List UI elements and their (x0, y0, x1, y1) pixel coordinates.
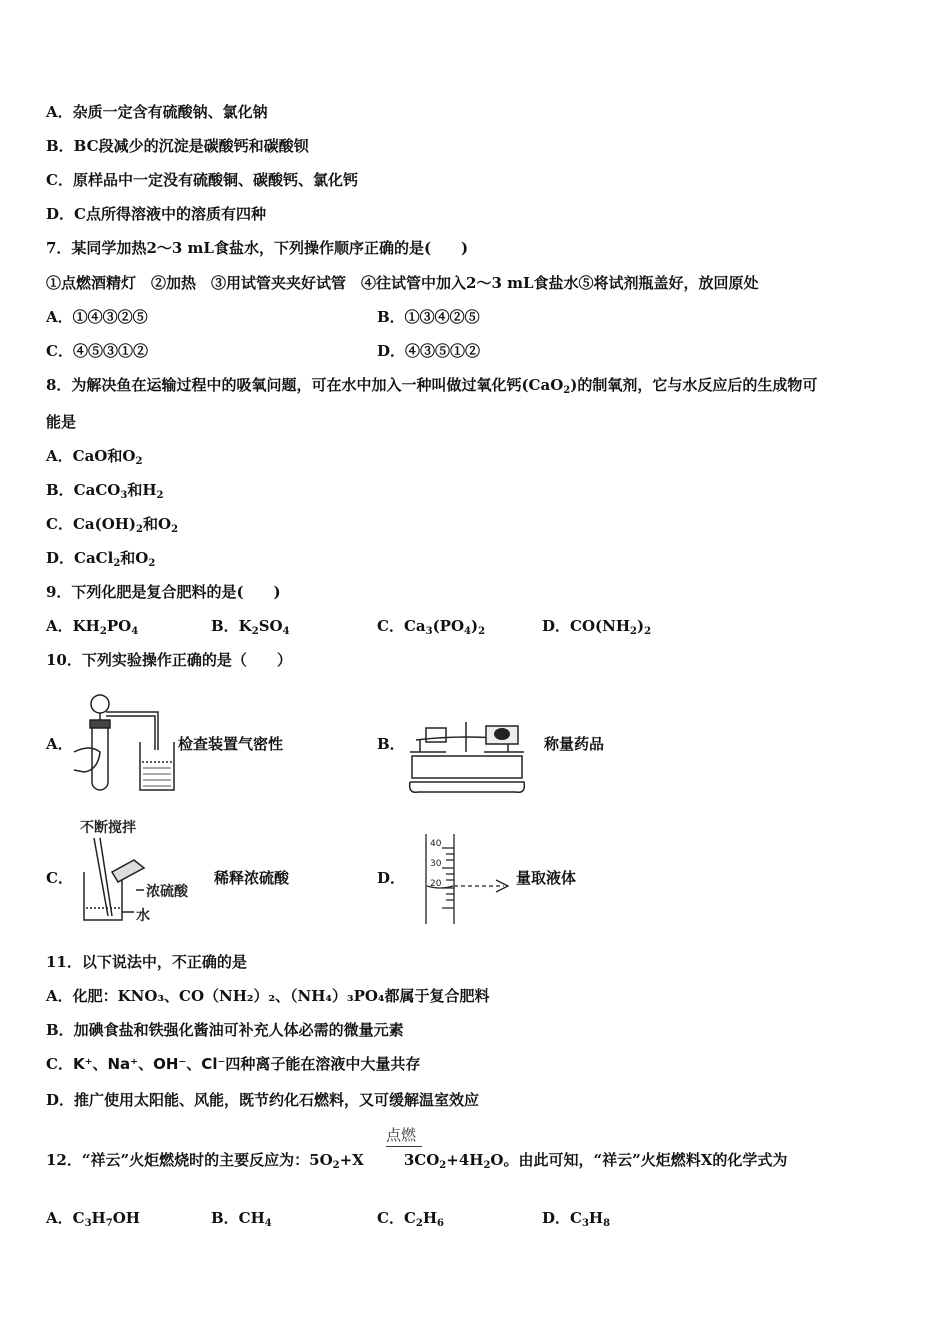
water-label: 水 (136, 908, 150, 924)
q8-stem-line1: 8．为解决鱼在运输过程中的吸氧问题，可在水中加入一种叫做过氧化钙(CaO$_2$)的制氧剂，它与水反应后的生成物可 (46, 376, 818, 396)
q7-option-d: D．④③⑤①② (377, 342, 481, 360)
q12-option-b: B．$CH_4$ (211, 1209, 272, 1229)
reaction-arrow-line (386, 1146, 422, 1147)
q12-option-a: A．$C_3H_7OH$ (46, 1209, 140, 1229)
q6-option-a: A．杂质一定含有硫酸钠、氯化钠 (46, 103, 268, 121)
q8-option-b: B．CaCO$_3$和$H_2$ (46, 481, 164, 501)
q6-option-b: B．BC段减少的沉淀是碳酸钙和碳酸钡 (46, 137, 309, 155)
q9-stem: 9．下列化肥是复合肥料的是( ) (46, 583, 281, 601)
acid-label: 浓硫酸 (146, 884, 188, 900)
q12-stem: 12．“祥云”火炬燃烧时的主要反应为：$5O_2+X$ $3CO_2+4H_2O$。由此可知，“祥云”火炬燃料X的化学式为 (46, 1151, 788, 1171)
q7-steps: ①点燃酒精灯 ②加热 ③用试管夹夹好试管 ④往试管中加入2～3 mL食盐水⑤将试剂瓶盖好，放回原处 (46, 274, 759, 292)
q6-option-d: D．C点所得溶液中的溶质有四种 (46, 205, 266, 223)
q10-option-c-letter: C． (46, 869, 73, 887)
q12-option-d: D．$C_3H_8$ (542, 1209, 611, 1229)
q8-option-c: C．$Ca(OH)_2$和$O_2$ (46, 515, 179, 535)
q9-option-a: A．$KH_2PO_4$ (46, 617, 139, 637)
dilution-figure (70, 816, 212, 926)
q10-option-d-label: 量取液体 (516, 869, 577, 887)
q11-option-d: D．推广使用太阳能、风能，既节约化石燃料，又可缓解温室效应 (46, 1091, 480, 1109)
tick-label-20: 20 (430, 879, 442, 889)
q9-option-b: B．$K_2SO_4$ (211, 617, 290, 637)
q7-option-b: B．①③④②⑤ (377, 308, 480, 326)
graduated-cylinder-figure (412, 832, 518, 926)
q10-option-c-label: 稀释浓硫酸 (214, 869, 290, 887)
tick-label-40: 40 (430, 839, 442, 849)
q9-option-d: D．$CO(NH_2)_2$ (542, 617, 652, 637)
q6-option-c: C．原样品中一定没有硫酸铜、碳酸钙、氯化钙 (46, 171, 358, 189)
q7-stem: 7．某同学加热2～3 mL食盐水，下列操作顺序正确的是( ) (46, 239, 469, 257)
q10-stem: 10．下列实验操作正确的是（ ） (46, 651, 292, 669)
q10-option-b-label: 称量药品 (544, 735, 605, 753)
airtightness-apparatus-figure (70, 690, 180, 798)
q11-option-b: B．加碘食盐和铁强化酱油可补充人体必需的微量元素 (46, 1021, 404, 1039)
q10-option-a-letter: A． (46, 735, 73, 753)
reaction-condition: 点燃 (386, 1126, 417, 1144)
q7-option-c: C．④⑤③①② (46, 342, 148, 360)
balance-scale-figure (406, 712, 526, 796)
q8-option-d: D．CaCl$_2$和$O_2$ (46, 549, 156, 569)
q8-stem-line2: 能是 (46, 413, 77, 431)
q7-option-a: A．①④③②⑤ (46, 308, 148, 326)
sample-lump (494, 728, 510, 740)
q10-option-d-letter: D． (377, 869, 406, 887)
q11-option-c: C．K⁺、Na⁺、OH⁻、Cl⁻四种离子能在溶液中大量共存 (46, 1055, 421, 1073)
stir-label: 不断搅拌 (80, 820, 136, 836)
q12-option-c: C．$C_2H_6$ (377, 1209, 445, 1229)
q11-option-a: A．化肥：KNO₃、CO（NH₂）₂、（NH₄）₃PO₄都属于复合肥料 (46, 987, 490, 1005)
q10-option-b-letter: B． (377, 735, 405, 753)
tick-label-30: 30 (430, 859, 442, 869)
q9-option-c: C．$Ca_3(PO_4)_2$ (377, 617, 486, 637)
q8-option-a: A．CaO和$O_2$ (46, 447, 143, 467)
q10-option-a-label: 检查装置气密性 (178, 735, 284, 753)
q11-stem: 11．以下说法中，不正确的是 (46, 953, 247, 971)
